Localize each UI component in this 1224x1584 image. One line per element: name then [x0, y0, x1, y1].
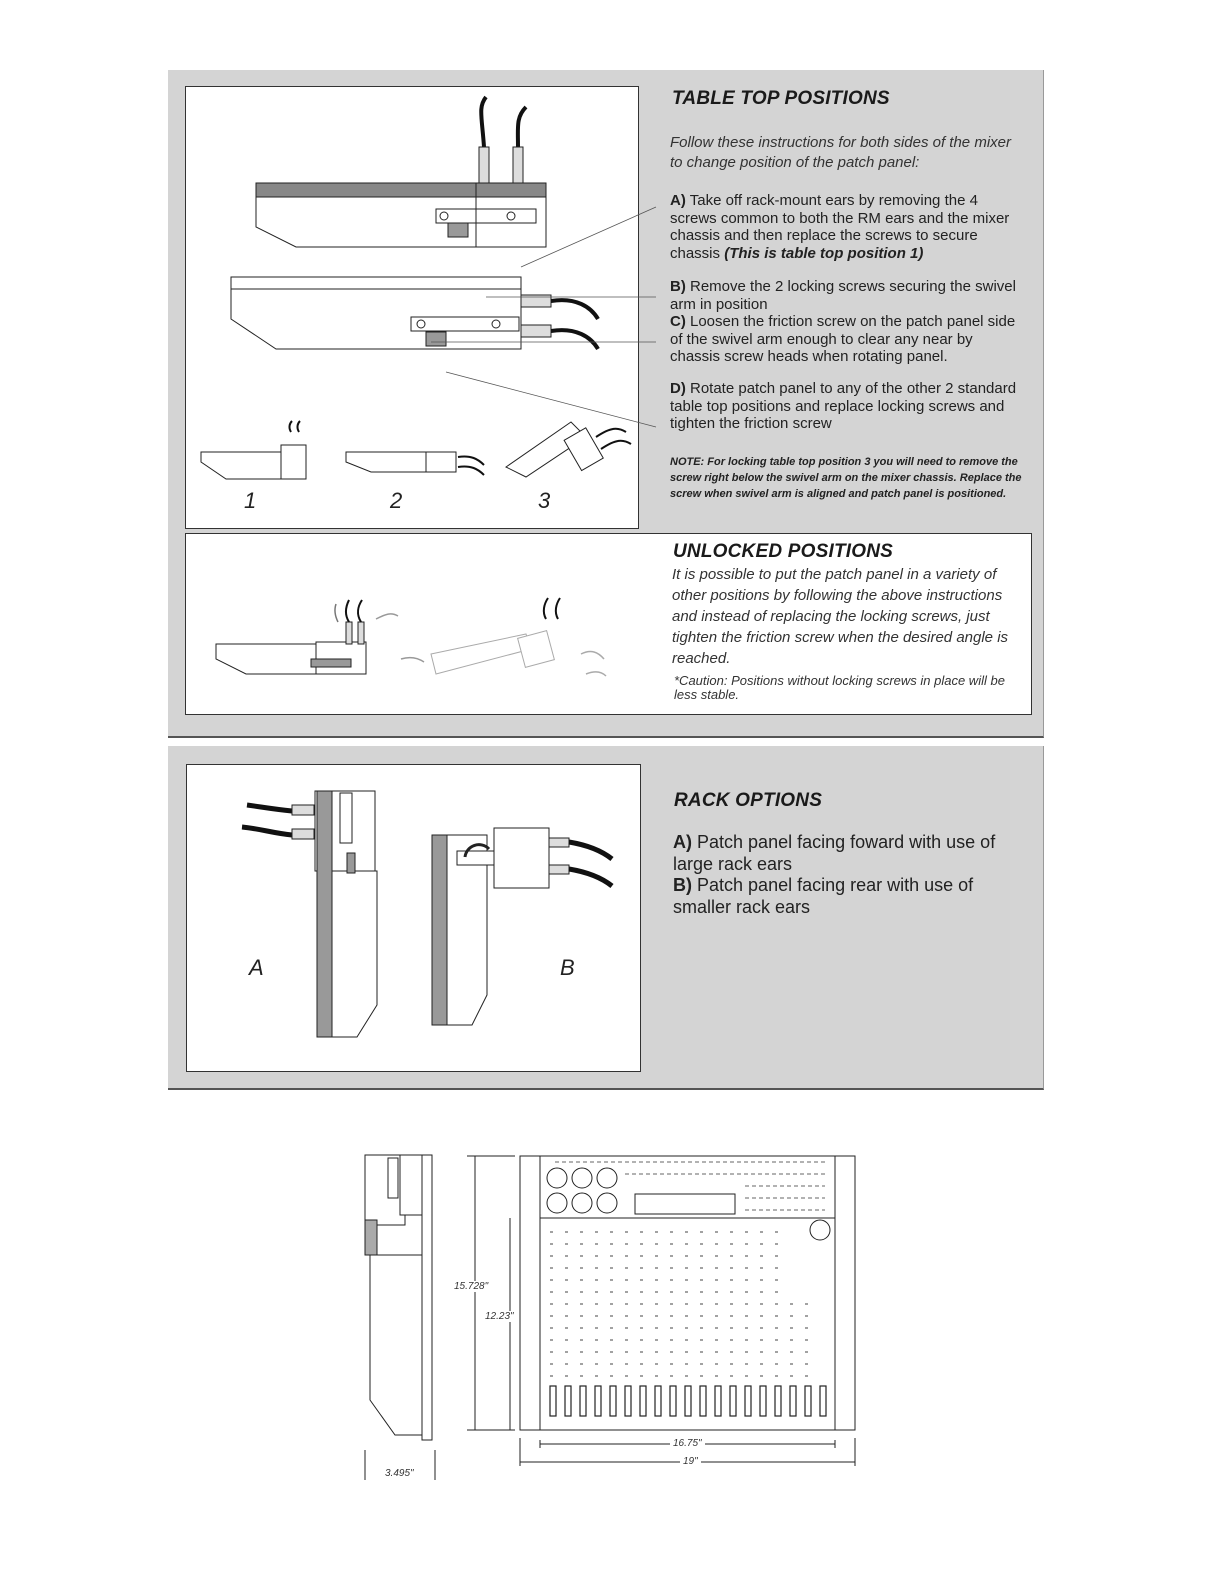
step-d-letter: D) — [670, 380, 686, 397]
height-inner-dimension: 12.23" — [485, 1311, 514, 1322]
table-top-illustration — [185, 86, 639, 529]
front-view-drawing — [455, 1148, 865, 1468]
unlocked-body: It is possible to put the patch panel in a variety of other positions by following the above instructions and instead of replacing the locking screws, just tighten the friction screw when the desired angle is reached. — [672, 566, 1009, 667]
rack-option-a — [673, 832, 1013, 875]
step-a-text: Take off rack-mount ears by removing the 4 screws common to both the RM ears and the mixer chassis and then replace the screws to secure chassis — [670, 192, 1010, 262]
step-d — [670, 380, 1018, 433]
rack-option-b-label: B — [560, 955, 575, 980]
step-c-text: Loosen the friction screw on the patch panel side of the swivel arm enough to clear any near by chassis screw heads when rotating panel. — [670, 313, 1016, 365]
width-inner-dimension: 16.75" — [670, 1438, 705, 1449]
table-top-intro: Follow these instructions for both sides of the mixer to change position of the patch panel: — [670, 134, 1011, 171]
table-top-note: NOTE: For locking table top position 3 you will need to remove the screw right below the swivel arm on the mixer chassis. Replace the screw when swivel arm is aligned and patch panel is positioned. — [670, 456, 1022, 500]
rack-option-a-letter: A) — [673, 832, 692, 852]
side-view-drawing — [360, 1150, 450, 1480]
position-2-label: 2 — [390, 488, 403, 513]
step-c — [670, 313, 1022, 366]
unlocked-heading: UNLOCKED POSITIONS — [673, 541, 894, 562]
depth-dimension: 3.495" — [385, 1468, 414, 1479]
step-d-text: Rotate patch panel to any of the other 2 standard table top positions and replace locking screws and tighten the friction screw — [670, 380, 1017, 432]
step-a-letter: A) — [670, 192, 686, 209]
unlocked-caution: *Caution: Positions without locking screws in place will be less stable. — [674, 673, 1005, 702]
width-total-dimension: 19" — [680, 1456, 701, 1467]
rack-option-b-letter: B) — [673, 875, 692, 895]
rack-diagram — [187, 765, 640, 1071]
rack-option-a-text: Patch panel facing foward with use of large rack ears — [673, 832, 996, 874]
table-top-heading: TABLE TOP POSITIONS — [672, 88, 890, 109]
step-b-text: Remove the 2 locking screws securing the swivel arm in position — [670, 278, 1016, 313]
step-b-letter: B) — [670, 278, 686, 295]
step-c-letter: C) — [670, 313, 686, 330]
position-3-label: 3 — [538, 488, 551, 513]
rack-illustration — [186, 764, 641, 1072]
unlocked-diagram — [186, 534, 646, 714]
rack-heading: RACK OPTIONS — [674, 790, 823, 811]
rack-option-b-text: Patch panel facing rear with use of smaller rack ears — [673, 875, 974, 917]
height-total-dimension: 15.728" — [454, 1281, 489, 1292]
step-a-emphasis: (This is table top position 1) — [724, 244, 924, 262]
step-a — [670, 192, 1022, 262]
position-1-label: 1 — [244, 488, 257, 513]
table-top-diagram — [186, 87, 638, 528]
rack-option-b — [673, 875, 1013, 918]
step-b — [670, 278, 1025, 313]
rack-option-a-label: A — [249, 955, 264, 980]
